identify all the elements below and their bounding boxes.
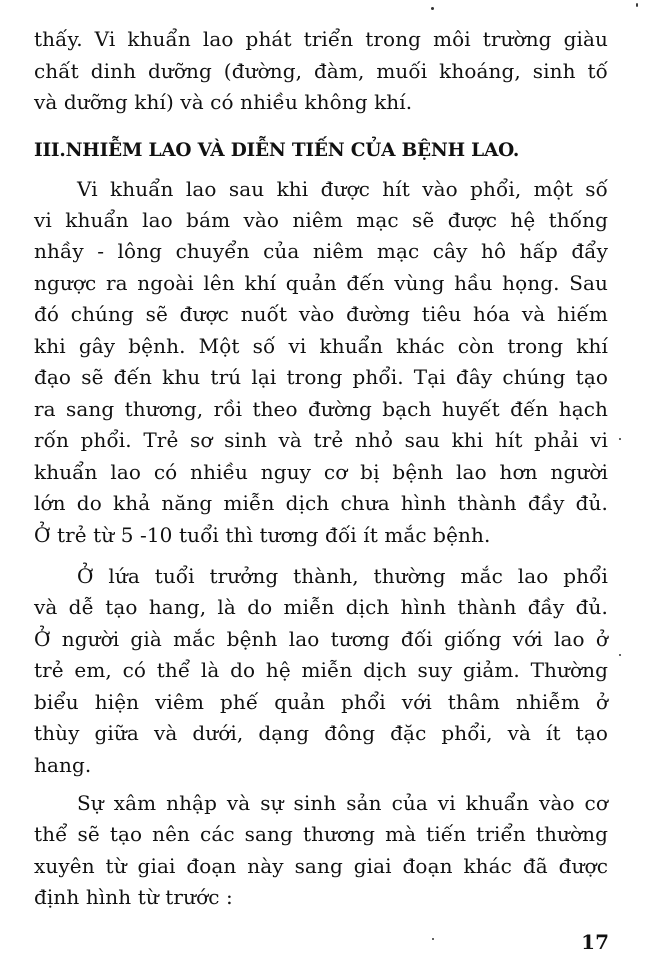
p1-line-8: ra sang thương, rồi theo đường bạch huyết đến hạch — [34, 397, 608, 421]
p1-line-10: khuẩn lao có nhiều nguy cơ bị bệnh lao hơn người — [34, 460, 608, 484]
p3-line-4: định hình từ trước : — [34, 885, 233, 909]
p3-line-1: Sự xâm nhập và sự sinh sản của vi khuẩn vào cơ — [77, 791, 608, 815]
p2-line-1: Ở lứa tuổi trưởng thành, thường mắc lao phổi — [77, 564, 608, 588]
p2-line-5: biểu hiện viêm phế quản phổi với thâm nhiễm ở — [34, 690, 608, 714]
scan-speck — [619, 438, 621, 440]
p2-line-7: hang. — [34, 753, 92, 777]
page-number: 17 — [581, 930, 609, 954]
p2-line-6: thùy giữa và dưới, dạng đông đặc phổi, và ít tạo — [34, 721, 608, 745]
p1-line-7: đạo sẽ đến khu trú lại trong phổi. Tại đây chúng tạo — [34, 365, 608, 389]
p2-line-2: và dễ tạo hang, là do miễn dịch hình thành đầy đủ. — [34, 595, 608, 619]
intro-line-3: và dưỡng khí) và có nhiều không khí. — [34, 90, 413, 114]
p1-line-9: rốn phổi. Trẻ sơ sinh và trẻ nhỏ sau khi hít phải vi — [34, 428, 608, 452]
intro-line-2: chất dinh dưỡng (đường, đàm, muối khoáng, sinh tố — [34, 59, 608, 83]
p1-line-3: nhầy - lông chuyển của niêm mạc cây hô hấp đẩy — [34, 239, 608, 263]
scan-speck — [619, 654, 621, 656]
p1-line-6: khi gây bệnh. Một số vi khuẩn khác còn trong khí — [34, 334, 608, 358]
p2-line-4: trẻ em, có thể là do hệ miễn dịch suy giảm. Thường — [34, 658, 608, 682]
intro-line-1: thấy. Vi khuẩn lao phát triển trong môi trường giàu — [34, 27, 608, 51]
p2-line-3: Ở người già mắc bệnh lao tương đối giống với lao ở — [34, 627, 608, 651]
p1-line-11: lớn do khả năng miễn dịch chưa hình thành đầy đủ. — [34, 491, 608, 515]
p3-line-3: xuyên từ giai đoạn này sang giai đoạn khác đã được — [34, 854, 608, 878]
scan-speck — [432, 938, 434, 940]
p1-line-2: vi khuẩn lao bám vào niêm mạc sẽ được hệ thống — [34, 208, 608, 232]
p1-line-12: Ở trẻ từ 5 -10 tuổi thì tương đối ít mắc bệnh. — [34, 523, 491, 547]
section-heading: III.NHIỄM LAO VÀ DIỄN TIẾN CỦA BỆNH LAO. — [34, 140, 520, 161]
scan-speck — [431, 7, 434, 10]
p1-line-4: ngược ra ngoài lên khí quản đến vùng hầu họng. Sau — [34, 271, 608, 295]
p3-line-2: thể sẽ tạo nên các sang thương mà tiến triển thường — [34, 822, 608, 846]
p1-line-5: đó chúng sẽ được nuốt vào đường tiêu hóa và hiếm — [34, 302, 608, 326]
p1-line-1: Vi khuẩn lao sau khi được hít vào phổi, một số — [77, 177, 608, 201]
scan-speck — [636, 3, 638, 7]
